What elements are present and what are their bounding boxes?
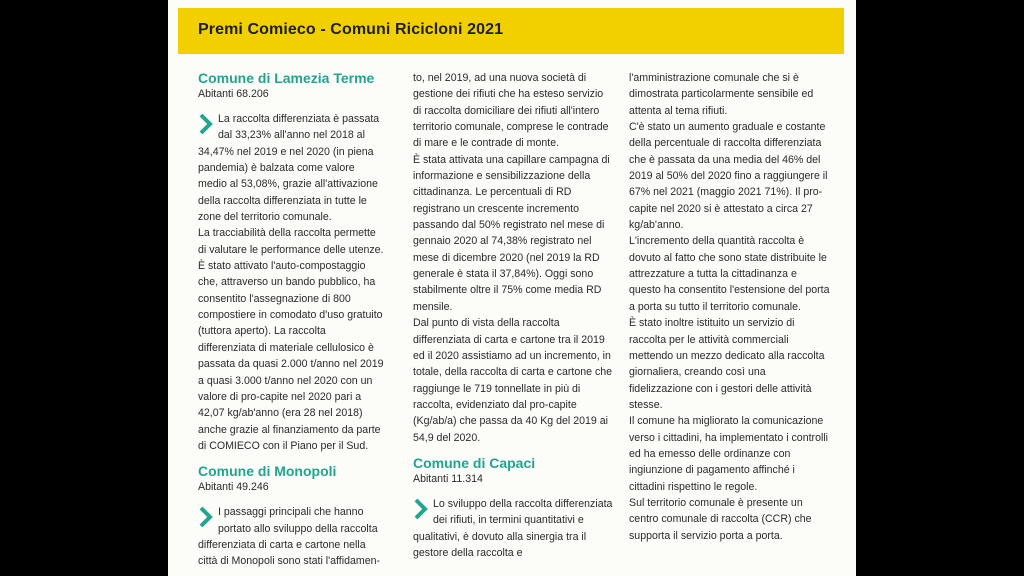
- column-3: [629, 70, 830, 544]
- chevron-right-icon: [413, 498, 429, 520]
- abitanti-monopoli: Abitanti 49.246: [198, 481, 269, 494]
- comune-title-capaci: Comune di Capaci: [413, 454, 536, 471]
- paragraph-col3-6: Sul territorio comunale è presente un centro comunale di raccolta (CCR) che supporta il servizio porta a porta.: [629, 496, 812, 542]
- chevron-right-icon: [198, 113, 214, 135]
- lead-paragraph-capaci: Lo sviluppo della raccolta differenziata dei rifiuti, in termini quantitativi e qualitativi, è dovuto alla sinergia tra il gestore della raccolta e: [413, 497, 613, 559]
- abitanti-lamezia: Abitanti 68.206: [198, 88, 269, 100]
- chevron-right-icon: [198, 506, 214, 528]
- paragraph-col2-1: to, nel 2019, ad una nuova società di gestione dei rifiuti che ha esteso servizio di raccolta domiciliare dei rifiuti all'intero territorio comunale, comprese le contrade di mare e le contrade di monte.: [413, 72, 609, 150]
- paragraph-col2-3: Dal punto di vista della raccolta differenziata di carta e cartone tra il 2019 ed il 2020 assistiamo ad un incremento, in totale, della raccolta di carta e cartone che raggiunge le 719 tonnellate in più di raccolta, evidenziato dal pro-capite (Kg/ab/a) che passa da 40 Kg del 2019 ai 54,9 del 2020.: [413, 317, 613, 444]
- paragraph-col3-5: Il comune ha migliorato la comunicazione verso i cittadini, ha implementato i controlli ed ha emesso delle ordinanze con ingiunzione di pagamento affinché i cittadini rispettino le regole.: [629, 415, 829, 493]
- paragraph-col3-4: È stato inoltre istituito un servizio di raccolta per le attività commerciali mettendo un mezzo dedicato alla raccolta giornaliera, creando così una fidelizzazione con i gestori delle attività stesse.: [629, 317, 825, 411]
- lead-paragraph-monopoli: I passaggi principali che hanno portato allo sviluppo della raccolta differenziata di carta e cartone nella città di Monopoli sono stati l'affidamen-: [198, 506, 381, 568]
- paragraph-col2-2: È stata attivata una capillare campagna di informazione e sensibilizzazione della cittadinanza. Le percentuali di RD registrano un crescente incremento passando dal 50% registrato nel mese di gennaio 2020 al 74,38% registrato nel mese di dicembre 2020 (nel 2019 la RD generale è stata il 37,84%). Oggi sono stabilmente oltre il 75% come media RD mensile.: [413, 153, 610, 313]
- abitanti-capaci: Abitanti 11.314: [413, 472, 483, 485]
- comune-title-lamezia: Comune di Lamezia Terme: [198, 70, 375, 86]
- comune-title-monopoli: Comune di Monopoli: [198, 463, 337, 480]
- section-lamezia: [198, 70, 384, 454]
- paragraph-lamezia-2: La tracciabilità della raccolta permette di valutare le performance delle utenze. È stato attivato l'auto-compostaggio che, attraverso un bando pubblico, ha consentito l'assegnazione di 800 compostiere in comodato d'uso gratuito (tuttora aperto). La raccolta differenziata di materiale cellulosico è passata da quasi 2.000 t/anno nel 2019 a quasi 3.000 t/anno nel 2020 con un valore di pro-capite nel 2020 pari a 42,07 kg/ab'anno (era 28 nel 2018) anche grazie al finanziamento da parte di COMIECO con il Piano per il Sud.: [198, 227, 384, 452]
- section-monopoli: [198, 463, 384, 569]
- lead-paragraph-lamezia: La raccolta differenziata è passata dal 33,23% all'anno nel 2018 al 34,47% nel 2019 e nel 2020 (in piena pandemia) è balzata come valore medio al 53,08%, grazie all'attivazione della raccolta differenziata in tutte le zone del territorio comunale.: [198, 113, 380, 224]
- page-title: Premi Comieco - Comuni Ricicloni 2021: [198, 21, 504, 38]
- section-capaci: [413, 455, 613, 561]
- column-2: [413, 70, 613, 561]
- article-page: [168, 0, 856, 576]
- column-1: [198, 70, 384, 570]
- paragraph-col3-3: L'incremento della quantità raccolta è dovuto al fatto che sono state distribuite le attrezzature a tutta la cittadinanza e questo ha consentito l'estensione del porta a porta su tutto il territorio comunale.: [629, 235, 830, 313]
- title-bar: [178, 8, 844, 54]
- paragraph-col3-1: l'amministrazione comunale che si è dimostrata particolarmente sensibile ed attenta al tema rifiuti.: [629, 72, 814, 117]
- paragraph-col3-2: C'è stato un aumento graduale e costante della percentuale di raccolta differenziata che è passata da una media del 46% del 2019 al 50% del 2020 fino a raggiungere il 67% nel 2021 (maggio 2021 71%). Il pro-capite nel 2020 si è attestato a circa 27 kg/ab'anno.: [629, 121, 828, 232]
